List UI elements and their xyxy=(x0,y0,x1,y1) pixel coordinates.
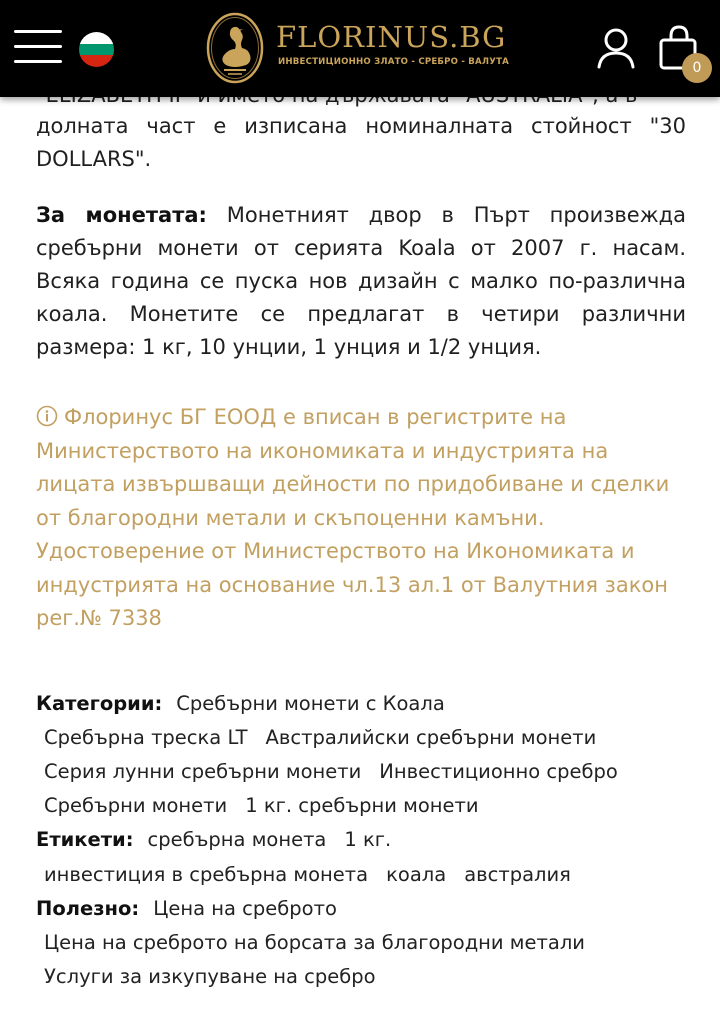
bulgarian-flag-icon[interactable] xyxy=(79,32,114,67)
registration-notice-text: Флоринус БГ ЕООД е вписан в регистрите на Министерството на икономиката и индустрията на лицата извършващи дейности по придобиване и сделки от благородни метали и скъпоценни камъни. Удостоверение от Министерството на Икономиката и индустрията на основание чл.13 ал.1 от Валутния закон рег.№ 7338 xyxy=(36,405,670,630)
useful-label: Полезно: xyxy=(36,897,140,920)
tag-link[interactable]: инвестиция в сребърна монета xyxy=(44,863,369,886)
category-link[interactable]: Сребърна треска LT xyxy=(44,726,248,749)
brand-name[interactable]: FLORINUS.BG xyxy=(276,20,507,54)
useful-link[interactable]: Цена на среброто xyxy=(153,897,337,920)
category-link[interactable]: 1 кг. сребърни монети xyxy=(245,794,479,817)
tag-link[interactable]: 1 кг. xyxy=(344,828,392,851)
tag-link[interactable]: коала xyxy=(386,863,447,886)
about-coin-paragraph xyxy=(36,199,686,364)
hamburger-menu-icon[interactable] xyxy=(14,28,62,66)
coin-description-paragraph: долната част е изписана номиналната стойност "30 DOLLARS". xyxy=(36,114,686,171)
useful-row xyxy=(36,892,696,926)
info-icon xyxy=(36,405,58,427)
goose-logo-icon[interactable] xyxy=(204,10,266,86)
categories-row xyxy=(44,789,704,823)
registration-notice xyxy=(36,401,686,636)
category-link[interactable]: Сребърни монети xyxy=(44,794,228,817)
useful-link[interactable]: Цена на среброто на борсата за благородни метали xyxy=(44,931,585,954)
tags-row xyxy=(36,823,696,857)
category-link[interactable]: Инвестиционно сребро xyxy=(379,760,618,783)
category-link[interactable]: Серия лунни сребърни монети xyxy=(44,760,362,783)
categories-label: Категории: xyxy=(36,692,163,715)
category-link[interactable]: Австралийски сребърни монети xyxy=(265,726,597,749)
categories-row xyxy=(44,755,704,789)
category-link[interactable]: Сребърни монети с Коала xyxy=(176,692,445,715)
tags-row xyxy=(44,858,704,892)
about-coin-text: Монетният двор в Пърт произвежда сребърни монети от серията Koala от 2007 г. насам. Всяка година се пуска нов дизайн с малко по-различна коала. Монетите се предлагат в четири различни размера: 1 кг, 10 унции, 1 унция и 1/2 унция. xyxy=(36,203,687,359)
brand-tagline: ИНВЕСТИЦИОННО ЗЛАТО - СРЕБРО - ВАЛУТА xyxy=(278,57,509,67)
about-coin-label: За монетата: xyxy=(36,203,207,227)
useful-link[interactable]: Услуги за изкупуване на сребро xyxy=(44,965,376,988)
useful-row xyxy=(44,926,704,960)
categories-row xyxy=(36,687,696,721)
cart-count-badge[interactable]: 0 xyxy=(682,53,712,83)
tags-label: Етикети: xyxy=(36,828,134,851)
user-account-icon[interactable] xyxy=(596,27,636,69)
useful-row xyxy=(44,960,704,994)
tag-link[interactable]: сребърна монета xyxy=(147,828,327,851)
tag-link[interactable]: австралия xyxy=(464,863,571,886)
site-header xyxy=(0,0,720,97)
categories-row xyxy=(44,721,704,755)
